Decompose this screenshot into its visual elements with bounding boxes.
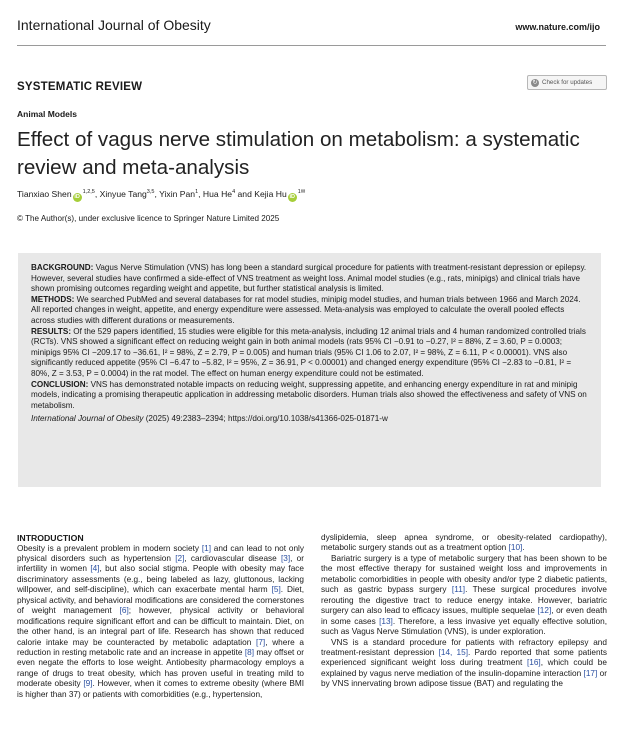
body-text: dyslipidemia, sleep apnea syndrome, or obesity-related cardiopathy), metabolic surgery stands out as a treatment option — [321, 533, 607, 553]
doi-link[interactable]: (2025) 49:2383–2394; https://doi.org/10.1038/s41366-025-01871-w — [143, 414, 388, 424]
check-for-updates-label: Check for updates — [542, 79, 593, 86]
abstract-results: RESULTS: Of the 529 papers identified, 15 studies were eligible for this meta-analysis, including 12 animal trials and 4 human randomized controlled trials (RCTs). VNS showed a significant effect on reducing weight gain in both animal models (rats 95% CI −0.91 to −0.27, I² = 88%, Z = 3.60, P = 0.0003; minipigs 95% CI −209.17 to −36.61, I² = 98%, Z = 2.79, P = 0.005) and human trials (95% CI 1.06 to 2.07, I² = 98%, Z = 6.11, P < 0.00001). VNS also significantly reduced appetite (95% CI −6.47 to −5.82, I² = 95%, Z = 36.91, P < 0.00001) and changed energy expenditure (95% CI −2.83 to −0.81, I² = 80%, Z = 3.53, P = 0.0004) in the rat model. The effect on human energy expenditure could not be estimated. — [31, 326, 586, 378]
body-text: VNS is a standard procedure for patients with refractory epilepsy and treatment-resistant depression — [321, 637, 607, 657]
body-text: . Diet, physical activity, and behavioral modifications are considered the cornerstones of weight management — [17, 585, 304, 616]
author[interactable]: Yixin Pan$^1$ — [159, 189, 199, 199]
author[interactable]: Xinyue Tang$^{3,5}$ — [99, 189, 155, 199]
body-text: , or even death in some cases — [321, 606, 607, 626]
body-column-right — [321, 533, 607, 690]
body-text: . However, when it comes to extreme obesity (where BMI is higher than 37) or patients with comorbidities (e.g., hypertension, — [17, 679, 305, 699]
article-type: SYSTEMATIC REVIEW — [17, 81, 143, 93]
body-column-left — [17, 533, 304, 700]
body-text: . — [522, 543, 525, 553]
and-connector: and — [237, 189, 252, 199]
reference-link[interactable]: [4] — [90, 564, 100, 574]
check-for-updates-button[interactable] — [527, 75, 607, 90]
reference-link[interactable]: [7] — [256, 637, 266, 647]
corresponding-author-icon[interactable]: ✉ — [300, 189, 306, 196]
body-text: or by VNS innervating brown adipose tissue (BAT) and regulating the — [321, 668, 607, 689]
article-title: Effect of vagus nerve stimulation on metabolism: a systematic review and meta-analysis — [17, 128, 580, 179]
citation: International Journal of Obesity (2025) 49:2383–2394; https://doi.org/10.1038/s41366-025-01871-w — [31, 414, 388, 424]
body-paragraph — [17, 544, 304, 701]
reference-link[interactable]: [9] — [83, 679, 93, 689]
body-text: , where a reduction in resting metabolic rate and an increase in appetite — [17, 637, 304, 658]
journal-website-link[interactable]: www.nature.com/ijo — [515, 22, 600, 32]
reference-link[interactable]: [17] — [583, 668, 598, 678]
body-text: , which could be explained by vagus nerve mediation of the insulin-dopamine interaction — [321, 658, 607, 678]
header-divider — [17, 45, 606, 46]
author[interactable]: Tianxiao Shen iD$^{1,2,5}$ — [17, 189, 95, 200]
abstract-background: BACKGROUND: Vagus Nerve Stimulation (VNS) has long been a standard surgical procedure for patients with treatment-resistant depression or epilepsy. However, several studies have confirmed a side-effect of VNS treatment as weight loss. Animal model studies (e.g., rats, minipigs) and clinical trials have shown promising outcomes regarding weight and appetite, but further statistical analysis is limited. — [31, 263, 587, 294]
reference-link[interactable]: [5] — [271, 585, 281, 595]
body-text: and can lead to not only physical disorders such as hypertension — [17, 543, 305, 563]
reference-link[interactable]: [12] — [537, 606, 552, 616]
body-text: . Pardo reported that some patients experienced significant weight loss during treatment — [321, 647, 607, 668]
reference-link[interactable]: [10] — [508, 543, 523, 553]
body-text: ; however, physical activity or behavioral modifications require significant effort and can be difficult to maintain. Diet, on the other hand, is an integral part of life. Research has shown that reduced calorie intake may be counteracted by metabolic adaptation — [17, 606, 304, 647]
reference-link[interactable]: [14, 15] — [438, 647, 469, 657]
journal-name: International Journal of Obesity — [17, 17, 211, 33]
author-list: Tianxiao Shen iD$^{1,2,5}$, Xinyue Tang$^{3,5}$, Yixin Pan$^1$, Hua He$^4$ and Kejia Hu $iD^{1✉}$ — [17, 189, 306, 200]
body-text: may offset or even negate the efforts to lose weight. Antiobesity pharmacology employs a range of drugs to treat obesity, which has proven useful in treating mild to moderate obesity — [17, 648, 304, 689]
body-paragraph — [321, 638, 607, 690]
reference-link[interactable]: [16] — [526, 658, 541, 668]
body-text: . Therefore, a less invasive yet equally effective solution, such as Vagus Nerve Stimulation (VNS), is under exploration. — [321, 616, 607, 637]
section-heading-introduction: INTRODUCTION — [17, 533, 84, 543]
section-label: Animal Models — [17, 109, 77, 119]
abstract-methods: METHODS: We searched PubMed and several databases for rat model studies, minipig model studies, and human trials between 1966 and March 2024. All reported changes in weight, appetite, and energy expenditure were assessed. Meta-analysis was employed to calculate the overall pooled effects across studies with different durations or measurements. — [31, 294, 581, 325]
body-paragraph — [321, 554, 607, 638]
abstract-box — [18, 253, 601, 487]
author[interactable]: Hua He$^4$ — [202, 189, 236, 199]
reference-link[interactable]: [3] — [280, 553, 291, 563]
reference-link[interactable]: [11] — [451, 585, 466, 595]
body-text: Obesity is a prevalent problem in modern society — [17, 543, 202, 553]
copyright-notice: © The Author(s), under exclusive licence to Springer Nature Limited 2025 — [17, 214, 280, 223]
author[interactable]: Kejia Hu $iD^{1✉}$ — [254, 189, 306, 200]
orcid-icon[interactable]: iD — [74, 194, 80, 200]
reference-link[interactable]: [8] — [244, 648, 255, 658]
body-text: Bariatric surgery is a type of metabolic surgery that has been shown to be the most effective therapy for sustained weight loss and improvements in metabolic comorbidities in people with obesity and/or type 2 diabetic patients, such as gastric bypass surgery — [321, 553, 607, 595]
reference-link[interactable]: [2] — [175, 553, 185, 563]
refresh-icon: ↻ — [532, 79, 538, 86]
reference-link[interactable]: [1] — [201, 543, 211, 553]
body-text: , cardiovascular disease — [184, 553, 281, 563]
body-paragraph — [321, 533, 607, 554]
reference-link[interactable]: [13] — [379, 616, 393, 626]
body-text: . These surgical procedures involve rerouting the digestive tract to reduce energy intake. However, bariatric surgery can also lead to efficacy issues, multiple sequelae — [321, 585, 607, 616]
body-text: , but also social stigma. People with obesity may face discriminatory assessments (e.g., being labeled as lazy, gluttonous, lacking willpower, and self-discipline), which can exacerbate mental harm — [17, 564, 304, 595]
orcid-icon[interactable]: iD — [289, 194, 295, 200]
body-text: , or infertility in women — [17, 553, 305, 574]
abstract-conclusion: CONCLUSION: VNS has demonstrated notable impacts on reducing weight, suppressing appetite, and enhancing energy expenditure in rat and minipig models, indicating a promising therapeutic application in addressing metabolic disorders. Human trials also showed the effectiveness and safety of VNS on metabolism. — [31, 379, 587, 410]
reference-link[interactable]: [6] — [119, 606, 129, 616]
